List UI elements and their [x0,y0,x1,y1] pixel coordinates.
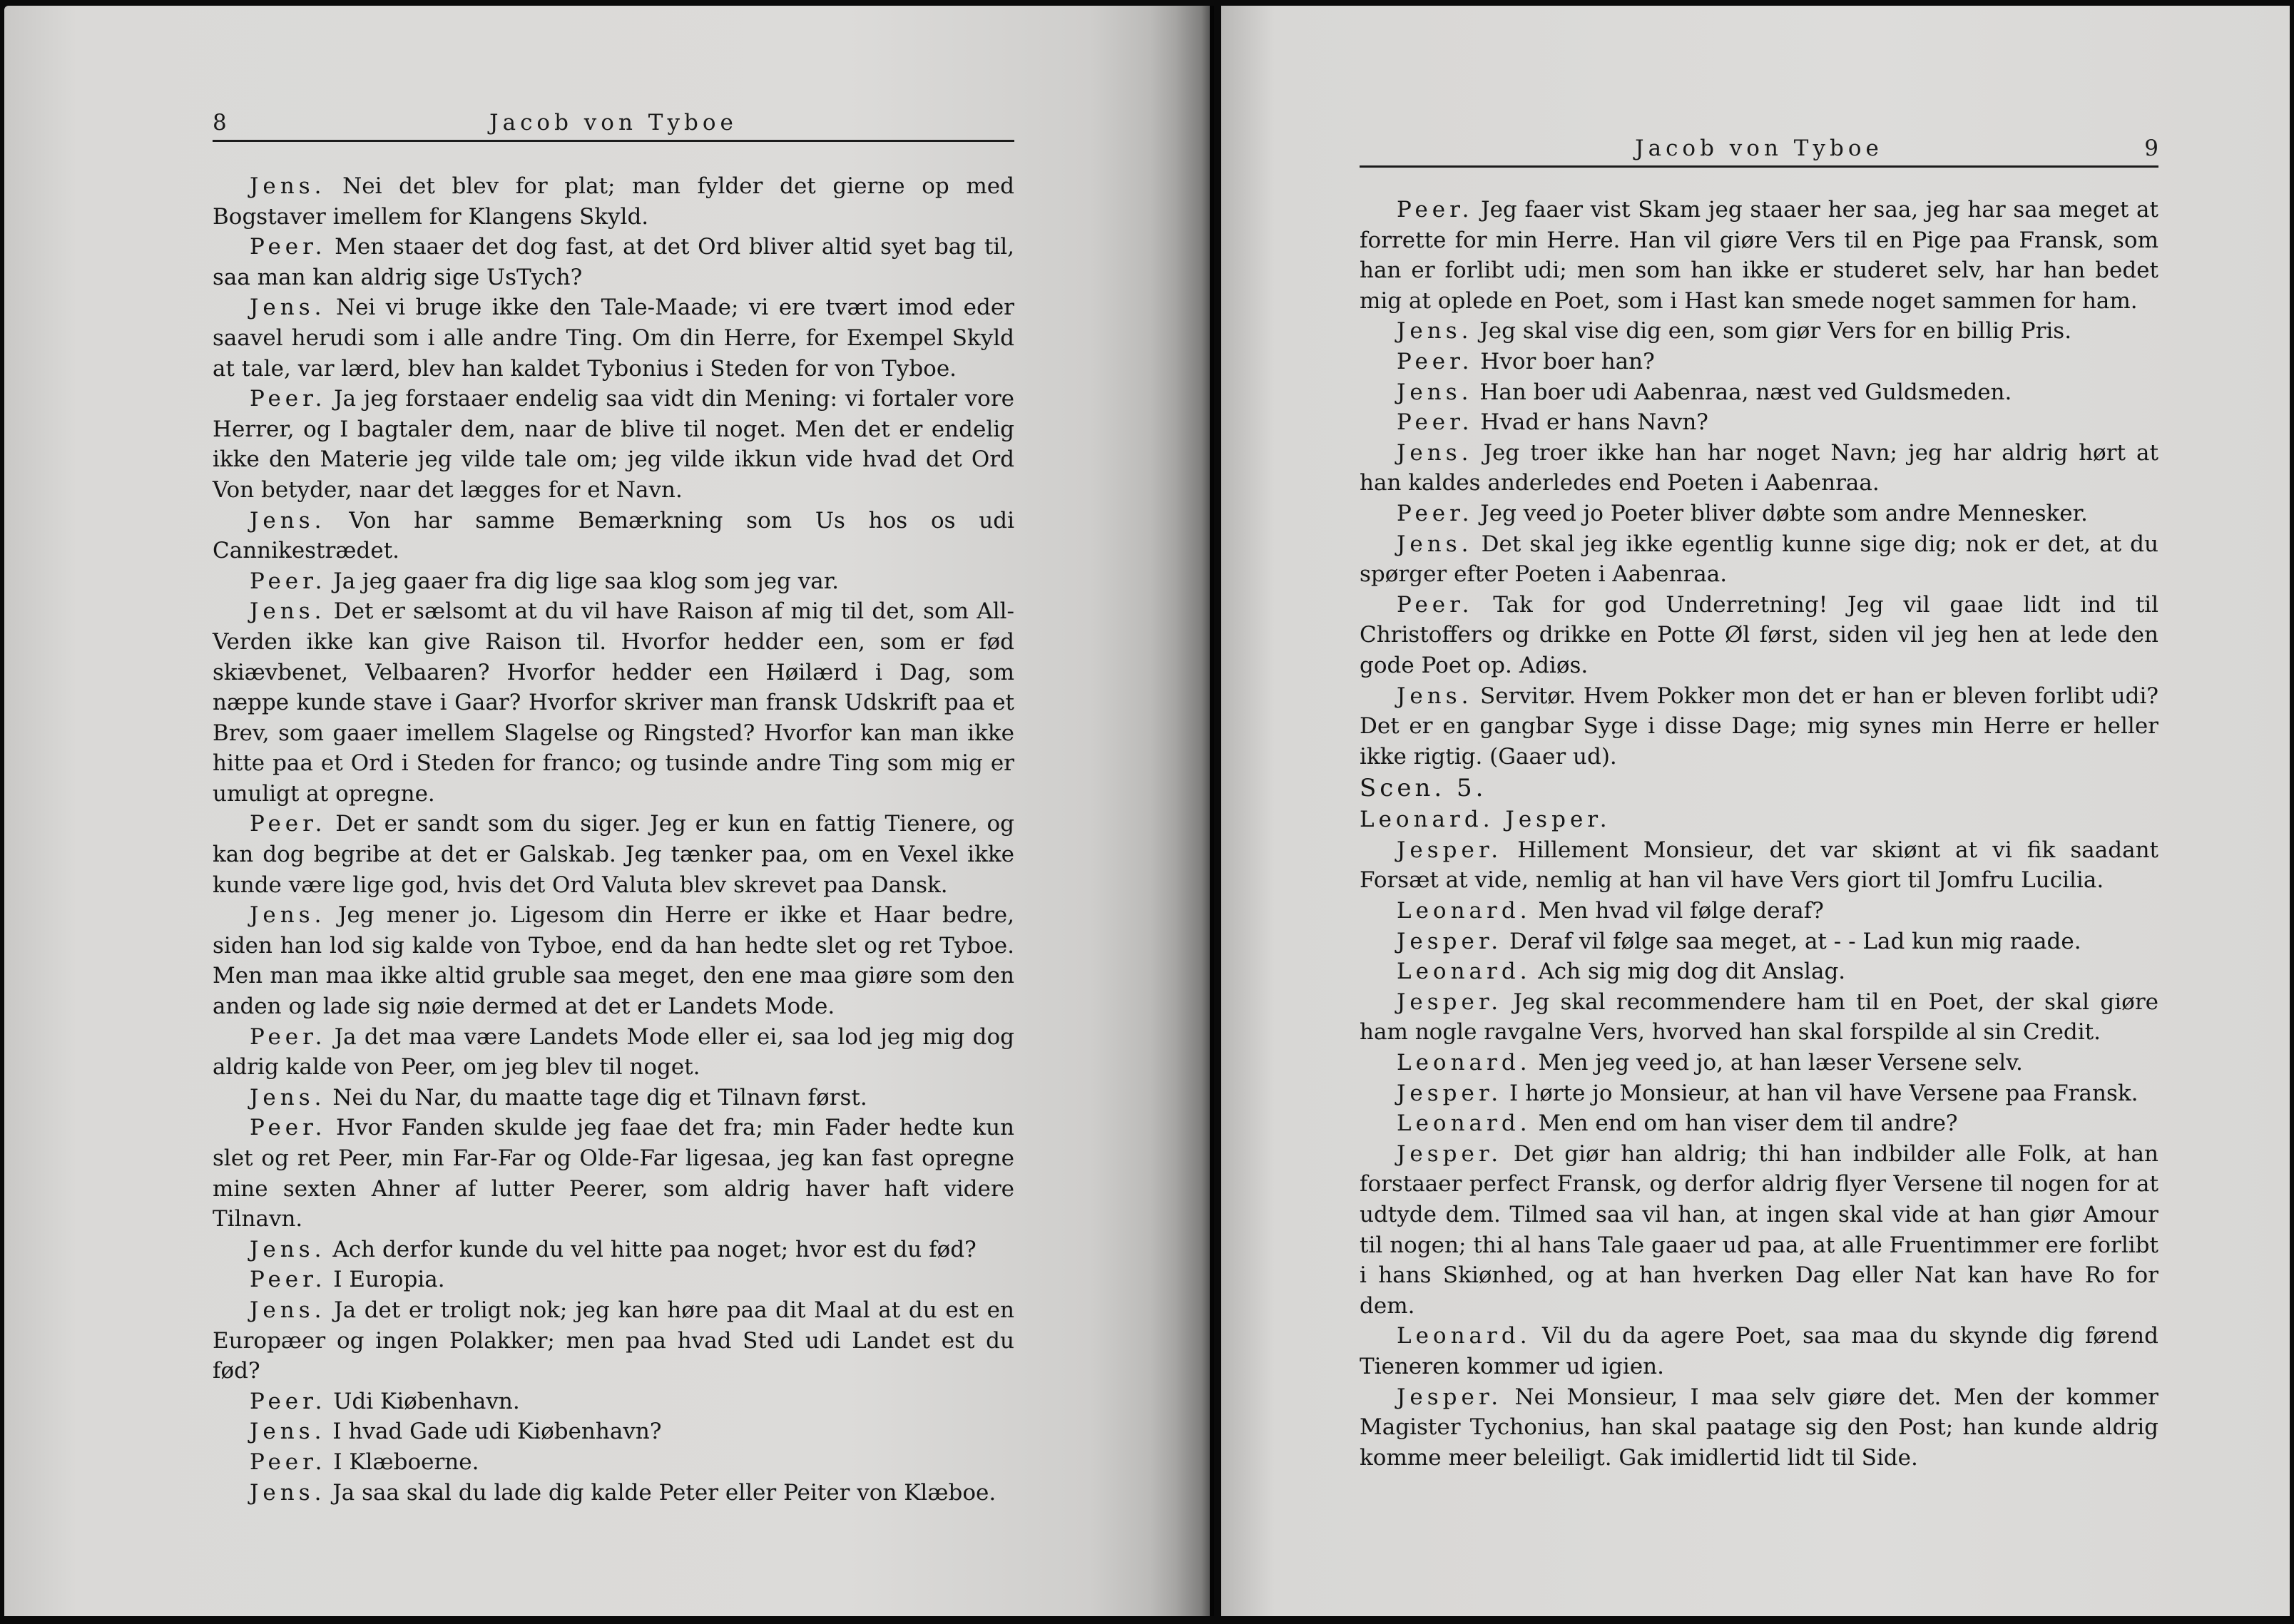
dialogue-paragraph [213,596,1014,809]
dialogue-text: Jeg veed jo Poeter bliver døbte som andre Mennesker. [1480,500,2088,526]
page-number-right: 9 [2144,136,2158,161]
dialogue-text: Ja det er troligt nok; jeg kan høre paa dit Maal at du est en Europæer og ingen Polakker; men paa hvad Sted udi Landet est du fød? [213,1297,1014,1384]
speaker-name: Leonard. [1397,1110,1531,1137]
running-head-title-right: Jacob von Tyboe [1635,136,1883,161]
dialogue-text: Hvor boer han? [1480,348,1655,374]
dialogue-paragraph [213,171,1014,232]
dialogue-text: Von har samme Bemærkning som Us hos os udi Cannikestrædet. [213,507,1014,564]
dialogue-paragraph [213,1113,1014,1234]
dialogue-paragraph [1360,1078,2158,1109]
dialogue-text: Tak for god Underretning! Jeg vil gaae lidt ind til Christoffers og drikke en Potte Øl først, siden vil jeg hen at lede den gode Poet op. Adiøs. [1360,591,2159,678]
dialogue-text: Jeg skal recommendere ham til en Poet, der skal giøre ham nogle ravgalne Vers, hvorved han skal forspilde al sin Credit. [1360,989,2159,1046]
dialogue-paragraph [1360,926,2158,957]
dialogue-paragraph [213,1478,1014,1508]
dialogue-paragraph [213,1235,1014,1265]
running-head-title-left: Jacob von Tyboe [489,110,738,136]
dialogue-text: Han boer udi Aabenraa, næst ved Guldsmeden. [1479,379,2012,405]
left-page [4,6,1210,1616]
dialogue-paragraph [1360,499,2158,529]
dialogue-text: Det giør han aldrig; thi han indbilder alle Folk, at han forstaaer perfect Fransk, og derfor aldrig flyer Versene til nogen for at udtyde dem. Tilmed saa vil han, at ingen skal vide at han giør Amour til nogen; thi al hans Tale gaaer ud paa, at alle Fruentimmer ere forlibt i hans Skiønhed, og at han hverken Dag eller Nat kan have Ro for dem. [1360,1140,2159,1319]
page-number-left: 8 [213,110,227,136]
dialogue-paragraph [1360,407,2158,438]
dialogue-paragraph [213,1083,1014,1113]
right-page [1221,6,2290,1616]
dialogue-after-scene [1360,835,2158,1473]
speaker-name: Jens. [250,902,326,929]
speaker-name: Peer. [250,568,327,594]
dialogue-text: Jeg skal vise dig een, som giør Vers for en billig Pris. [1479,318,2072,344]
dialogue-text: Hvad er hans Navn? [1480,409,1708,436]
dialogue-text: Men end om han viser dem til andre? [1538,1110,1958,1137]
speaker-name: Jesper. [1397,1384,1503,1410]
dialogue-text: Udi Kiøbenhavn. [333,1388,520,1414]
dialogue-paragraph [1360,195,2158,316]
dialogue-text: I Europia. [333,1267,445,1293]
dialogue-text: Ja det maa være Landets Mode eller ei, saa lod jeg mig dog aldrig kalde von Peer, om jeg blev til noget. [213,1023,1014,1081]
speaker-name: Leonard. [1397,898,1531,924]
speaker-name: Jens. [250,1479,326,1506]
speaker-name: Jens. [250,173,326,199]
speaker-name: Peer. [250,1115,327,1141]
speaker-name: Jesper. [1397,1080,1503,1106]
speaker-name: Leonard. [1397,1050,1531,1076]
speaker-name: Jens. [1397,439,1473,466]
dialogue-text: Men jeg veed jo, at han læser Versene selv. [1538,1050,2023,1076]
dialogue-paragraph [213,566,1014,597]
speaker-name: Jens. [250,1084,326,1110]
dialogue-paragraph [1360,1139,2158,1322]
speaker-name: Jesper. [1397,989,1503,1015]
dialogue-text: Ach derfor kunde du vel hitte paa noget; hvor est du fød? [332,1236,977,1262]
dialogue-text: Men hvad vil følge deraf? [1538,898,1824,924]
dialogue-text: Nei Monsieur, I maa selv giøre det. Men der kommer Magister Tychonius, han skal paatage sig den Post; han kunde aldrig komme meer beleiligt. Gak imidlertid lidt til Side. [1360,1384,2158,1471]
speaker-name: Peer. [250,386,327,412]
dialogue-paragraph [1360,1321,2158,1382]
speaker-name: Peer. [250,1023,327,1050]
dialogue-paragraph [1360,529,2158,590]
book-gutter [1150,6,1214,1616]
speaker-name: Jesper. [1397,837,1503,863]
dialogue-paragraph [1360,681,2158,772]
dialogue-text: Deraf vil følge saa meget, at - - Lad kun mig raade. [1509,928,2081,954]
dialogue-paragraph [1360,1048,2158,1078]
left-page-text [213,171,1014,1508]
speaker-name: Jens. [250,598,326,625]
dialogue-text: Vil du da agere Poet, saa maa du skynde dig førend Tieneren kommer ud igien. [1360,1323,2158,1379]
dialogue-text: Nei du Nar, du maatte tage dig et Tilnavn først. [332,1084,867,1110]
speaker-name: Peer. [1397,500,1474,526]
speaker-name: Jens. [250,1236,326,1262]
dialogue-text: Nei det blev for plat; man fylder det gierne op med Bogstaver imellem for Klangens Skyld. [213,173,1014,230]
dialogue-paragraph [1360,438,2158,499]
dialogue-text: Men staaer det dog fast, at det Ord bliver altid syet bag til, saa man kan aldrig sige UsTych? [213,234,1014,290]
dialogue-paragraph [213,1386,1014,1417]
scene-heading: Scen. 5. [1360,774,1487,803]
dialogue-paragraph [213,1022,1014,1083]
dialogue-paragraph [1360,987,2158,1048]
speaker-name: Jens. [1397,683,1473,709]
dialogue-paragraph [213,384,1014,505]
speaker-name: Peer. [250,1267,327,1293]
speaker-name: Peer. [250,811,327,837]
speaker-name: Jens. [250,1297,326,1323]
speaker-name: Jesper. [1397,1140,1503,1167]
speaker-name: Peer. [1397,409,1474,436]
speaker-name: Jens. [1397,531,1473,557]
dialogue-text: Hvor Fanden skulde jeg faae det fra; min Fader hedte kun slet og ret Peer, min Far-Far og Olde-Far ligesaa, jeg kan fast opregne mine sexten Ahner af lutter Peerer, som aldrig haver haft videre Tilnavn. [213,1115,1014,1232]
dialogue-paragraph [213,1295,1014,1386]
dialogue-text: Nei vi bruge ikke den Tale-Maade; vi ere tvært imod eder saavel herudi som i alle andre Ting. Om din Herre, for Exempel Skyld at tale, var lærd, blev han kaldet Tybonius i Steden for von Tyboe. [213,295,1014,382]
dialogue-paragraph [213,900,1014,1021]
dialogue-text: Jeg troer ikke han har noget Navn; jeg har aldrig hørt at han kaldes anderledes end Poeten i Aabenraa. [1360,439,2158,496]
dialogue-text: Jeg mener jo. Ligesom din Herre er ikke et Haar bedre, siden han lod sig kalde von Tyboe, end da han hedte slet og ret Tyboe. Men man maa ikke altid gruble saa meget, den ene maa giøre som den anden og lade sig nøie dermed at det er Landets Mode. [213,902,1015,1020]
dialogue-paragraph [213,809,1014,900]
dialogue-paragraph [1360,1108,2158,1139]
dialogue-paragraph [1360,896,2158,926]
speaker-name: Leonard. [1397,1323,1531,1349]
dialogue-before-scene [1360,195,2158,772]
dialogue-paragraph [1360,835,2158,896]
dialogue-paragraph [213,1447,1014,1478]
dialogue-paragraph [1360,377,2158,408]
dialogue-text: Det er sandt som du siger. Jeg er kun en fattig Tienere, og kan dog begribe at det er Galskab. Jeg tænker paa, om en Vexel ikke kunde være lige god, hvis det Ord Valuta blev skrevet paa Dansk. [213,811,1015,898]
dialogue-paragraph [1360,956,2158,987]
dialogue-text: Ja jeg forstaaer endelig saa vidt din Mening: vi fortaler vore Herrer, og I bagtaler dem, naar de blive til noget. Men det er endelig ikke den Materie jeg vilde tale om; jeg vilde ikkun vide hvad det Ord Von betyder, naar det lægges for et Navn. [213,386,1015,503]
dialogue-text: Ja jeg gaaer fra dig lige saa klog som jeg var. [333,568,840,594]
dialogue-paragraph [213,292,1014,384]
dialogue-paragraph [213,506,1014,566]
speaker-name: Peer. [250,1449,327,1475]
header-rule-left [213,140,1014,142]
header-rule-right [1360,165,2158,168]
dialogue-text: Servitør. Hvem Pokker mon det er han er bleven forlibt udi? Det er en gangbar Syge i disse Dage; mig synes min Herre er heller ikke rigtig. (Gaaer ud). [1360,683,2158,770]
dialogue-paragraph [213,232,1014,292]
right-page-text [1360,195,2158,1473]
dialogue-text: I hvad Gade udi Kiøbenhavn? [332,1419,662,1445]
dialogue-paragraph [1360,590,2158,681]
dialogue-text: Det er sælsomt at du vil have Raison af mig til det, som All-Verden ikke kan give Raison til. Hvorfor hedder een, som er fød skiævbenet, Velbaaren? Hvorfor hedder een Høilærd i Dag, som næppe kunde stave i Gaar? Hvorfor skriver man fransk Udskrift paa et Brev, som gaaer imellem Slagelse og Ringsted? Hvorfor kan man ikke hitte paa et Ord i Steden for franco; og tusinde andre Ting som mig er umuligt at opregne. [213,598,1014,807]
speaker-name: Jesper. [1397,928,1503,954]
speaker-name: Jens. [250,507,326,533]
dialogue-text: Ach sig mig dog dit Anslag. [1538,959,1846,985]
dialogue-paragraph [213,1265,1014,1295]
speaker-name: Peer. [1397,197,1474,223]
speaker-name: Peer. [1397,591,1474,618]
dialogue-text: I hørte jo Monsieur, at han vil have Versene paa Fransk. [1509,1080,2138,1106]
scene-persons: Leonard. Jesper. [1360,807,1611,833]
dialogue-paragraph [1360,347,2158,377]
speaker-name: Leonard. [1397,959,1531,985]
dialogue-text: Ja saa skal du lade dig kalde Peter eller Peiter von Klæboe. [332,1479,996,1506]
speaker-name: Peer. [250,234,327,260]
dialogue-text: Det skal jeg ikke egentlig kunne sige dig; nok er det, at du spørger efter Poeten i Aabenraa. [1360,531,2158,588]
speaker-name: Jens. [250,295,326,321]
speaker-name: Jens. [1397,318,1473,344]
dialogue-text: Jeg faaer vist Skam jeg staaer her saa, jeg har saa meget at forrette for min Herre. Han vil giøre Vers til en Pige paa Fransk, som han er forlibt udi; men som han ikke er studeret selv, har han bedet mig at oplede en Poet, som i Hast kan smede noget sammen for ham. [1360,197,2158,314]
dialogue-paragraph [1360,316,2158,347]
dialogue-text: I Klæboerne. [333,1449,479,1475]
speaker-name: Peer. [1397,348,1474,374]
speaker-name: Peer. [250,1388,327,1414]
speaker-name: Jens. [250,1419,326,1445]
dialogue-text: Hillement Monsieur, det var skiønt at vi fik saadant Forsæt at vide, nemlig at han vil have Vers giort til Jomfru Lucilia. [1360,837,2159,894]
speaker-name: Jens. [1397,379,1473,405]
dialogue-paragraph [213,1416,1014,1447]
dialogue-paragraph [1360,1382,2158,1474]
